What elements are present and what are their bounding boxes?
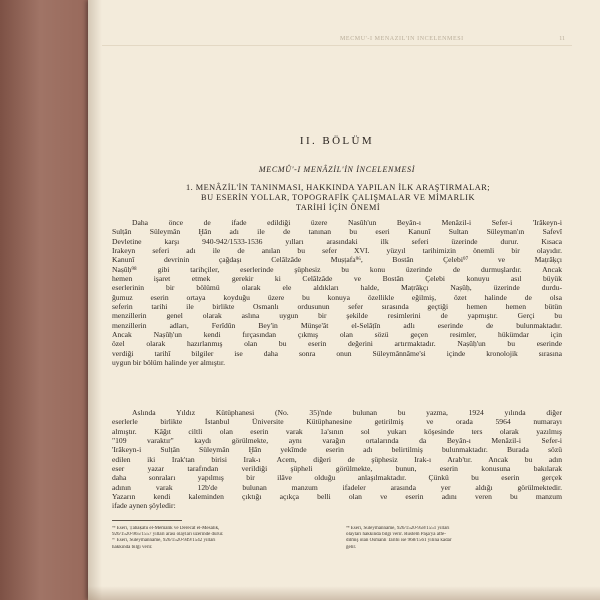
footnote-column-right xyxy=(346,526,564,551)
text-line: Ancak Naṣûḥ'un kendi fırçasından çıkmış olan sözü geçen resimler, hükümdar için xyxy=(112,330,562,340)
footnote-line: ⁹⁷ Eseri, Süleymânnâme, 926/1520-949/1542 yılları xyxy=(112,538,216,544)
text-line: adının varak 12b'de bulunan manzum ifadeler arasında yer aldığı görülmektedir. xyxy=(112,482,562,492)
text-line: "109 varaktır" kaydı görülmekte, aynı varağın ortalarında da Beyân-ı Menâzil-i Sefer-i xyxy=(112,436,562,446)
footnote-line: hakkında bilgi verir. xyxy=(112,544,153,550)
footnote-line: gelir. xyxy=(346,544,357,550)
running-head: MECMÛ'-I MENÂZİL'İN İNCELENMESİ xyxy=(340,36,464,42)
text-line: 'Irâkeyn-i Sulṭân Süleymân Ḫân yekîmde eserin adı belirtilmiş bulunmaktadır. Burada sözü xyxy=(112,445,562,455)
text-line: ğumuz eserin ortaya koyduğu üzere bu konuya özellikle eğilmiş, özet halinde de olsa xyxy=(112,292,562,302)
text-line: Kanunî devrinin çağdaşı Celâlzâde Muṣṭafa⁹⁶, Bostân Çelebi⁹⁷ ve Maṭrâḳçı xyxy=(112,255,562,265)
text-line: Aslında Yıldız Kütüphanesi (No. 35)'nde bulunan bu yazma, 1924 yılında diğer xyxy=(132,408,562,417)
sub-heading-line: 1. MENÂZİL'İN TANINMASI, HAKKINDA YAPILAN İLK ARAŞTIRMALAR; xyxy=(185,183,491,192)
footnote-line: ⁹⁶ Eseri, Ṭabaḳâtü el-Memâlik ve Derecât el-Mesâlik, xyxy=(112,526,220,531)
text-line: eserlerinin bir bölümü olarak ele aldıkları halde, Maṭrâḳçı Naṣûḥ, üzerinde durdu- xyxy=(112,283,562,293)
sub-heading xyxy=(112,183,564,213)
sub-heading-line: TARİHİ İÇİN ÖNEMİ xyxy=(295,203,381,212)
footnote-column-left xyxy=(112,526,330,551)
sub-heading-line: BU ESERİN YOLLAR, TOPOGRAFİK ÇALIŞMALAR VE MİMARLIK xyxy=(201,193,475,202)
text-line: Irakeyn seferi adı ile de anılan bu sefer XVI. yüzyıl tarihimizin önemli bir olayıdır. xyxy=(112,246,562,256)
body-paragraph-2 xyxy=(112,408,562,511)
text-line: menzillerin genel olarak aslına uygun bir şekilde resimlerini de yapmıştır. Gerçi bu xyxy=(112,311,562,321)
text-line: edilen iki Irak'tan birisi Irak-ı Acem, diğeri de şüphesiz Irak-ı Arab'tır. Ancak bu adın xyxy=(112,454,562,464)
text-line: eserlerle birlikte İstanbul Üniversite Kütüphanesine getirilmiş ve orada 5964 numarayı xyxy=(112,417,562,427)
text-line: menzillerin adları, Ferîdûn Bey'in Münşe'ât el-Selâṭîn adlı eserinde de bulunmaktadır. xyxy=(112,320,562,330)
footnote-line: dilmiş olan Osmanlı Tarihi ise 968/1561 yılına kadar xyxy=(346,538,452,544)
text-line: seferin tarihi ile birlikte Osmanlı ordusunun sefer sırasında geçtiği hemen hemen bütün xyxy=(112,302,562,312)
text-line: Devletine karşı 940-942/1533-1536 yılları arasındaki ilk seferi üzerinde durur. Kısaca xyxy=(112,236,562,246)
footnote-line: 926/1520-965/1557 yılları arası olayları üzerinde durur. xyxy=(112,532,224,538)
chapter-title: II. BÖLÜM xyxy=(299,135,375,147)
body-paragraph-1 xyxy=(112,218,562,368)
text-line: Yazarın kendi kaleminden çıktığı açıkça belli olan ve eserin adını veren bu manzum xyxy=(112,492,562,502)
text-line: ifade aynen şöyledir: xyxy=(112,501,176,511)
footnote-rule xyxy=(112,520,182,521)
text-line: Naṣûḥ⁹⁸ gibi tarihçiler, eserlerinde şüphesiz bu konu üzerinde de durmuşlardır. Ancak xyxy=(112,264,562,274)
text-line: özel olarak hazırlanmış olan bu eserin değerini artırmaktadır. Naṣûḥ'un bu eserinde xyxy=(112,339,562,349)
section-title: MECMÛ'-I MENÂZİL'İN İNCELENMESİ xyxy=(258,165,416,174)
text-line: Daha önce de ifade edildiği üzere Nasûh'un Beyân-ı Menâzil-i Sefer-i 'Irâkeyn-i xyxy=(132,218,562,227)
page-number: 11 xyxy=(559,36,565,42)
text-line: almıştır. Kâğıt ciltli olan eserin varak 1a'sının sol yukarı köşesinde ters olarak yazılmış xyxy=(112,426,562,436)
footnote-line: olayları hakkında bilgi verir. Rüstem Paşa'ya atfe- xyxy=(346,532,446,538)
page-bottom-shadow xyxy=(88,586,600,600)
running-head-rule xyxy=(102,45,572,46)
text-line: Sulṭân Süleymân Ḫân adı ile de tanınan bu eseri Kanunî Sultan Süleyman'ın Safevî xyxy=(112,227,562,237)
text-line: hemen işaret etmek gerekir ki Celâlzâde ve Bostân Çelebi konuyu asıl büyük xyxy=(112,274,562,284)
footnote-line: ⁹⁸ Eseri, Süleymânnâme, 926/1520-958/1551 yılları xyxy=(346,526,450,531)
text-line: daha sonraları yapılmış bir ilâve olduğu anlaşılmaktadır. Çünkü bu eserin gerçek xyxy=(112,473,562,483)
text-line: uygun bir bölüm halinde yer almıştır. xyxy=(112,358,226,368)
text-line: eser yazar tarafından verildiği şüpheli görülmekte, bunun, eserin konusuna bakılarak xyxy=(112,464,562,474)
text-line: verdiği tarihî bilgiler ise daha sonra onun Süleymânnâme'si içinde kronolojik sırasına xyxy=(112,348,562,358)
